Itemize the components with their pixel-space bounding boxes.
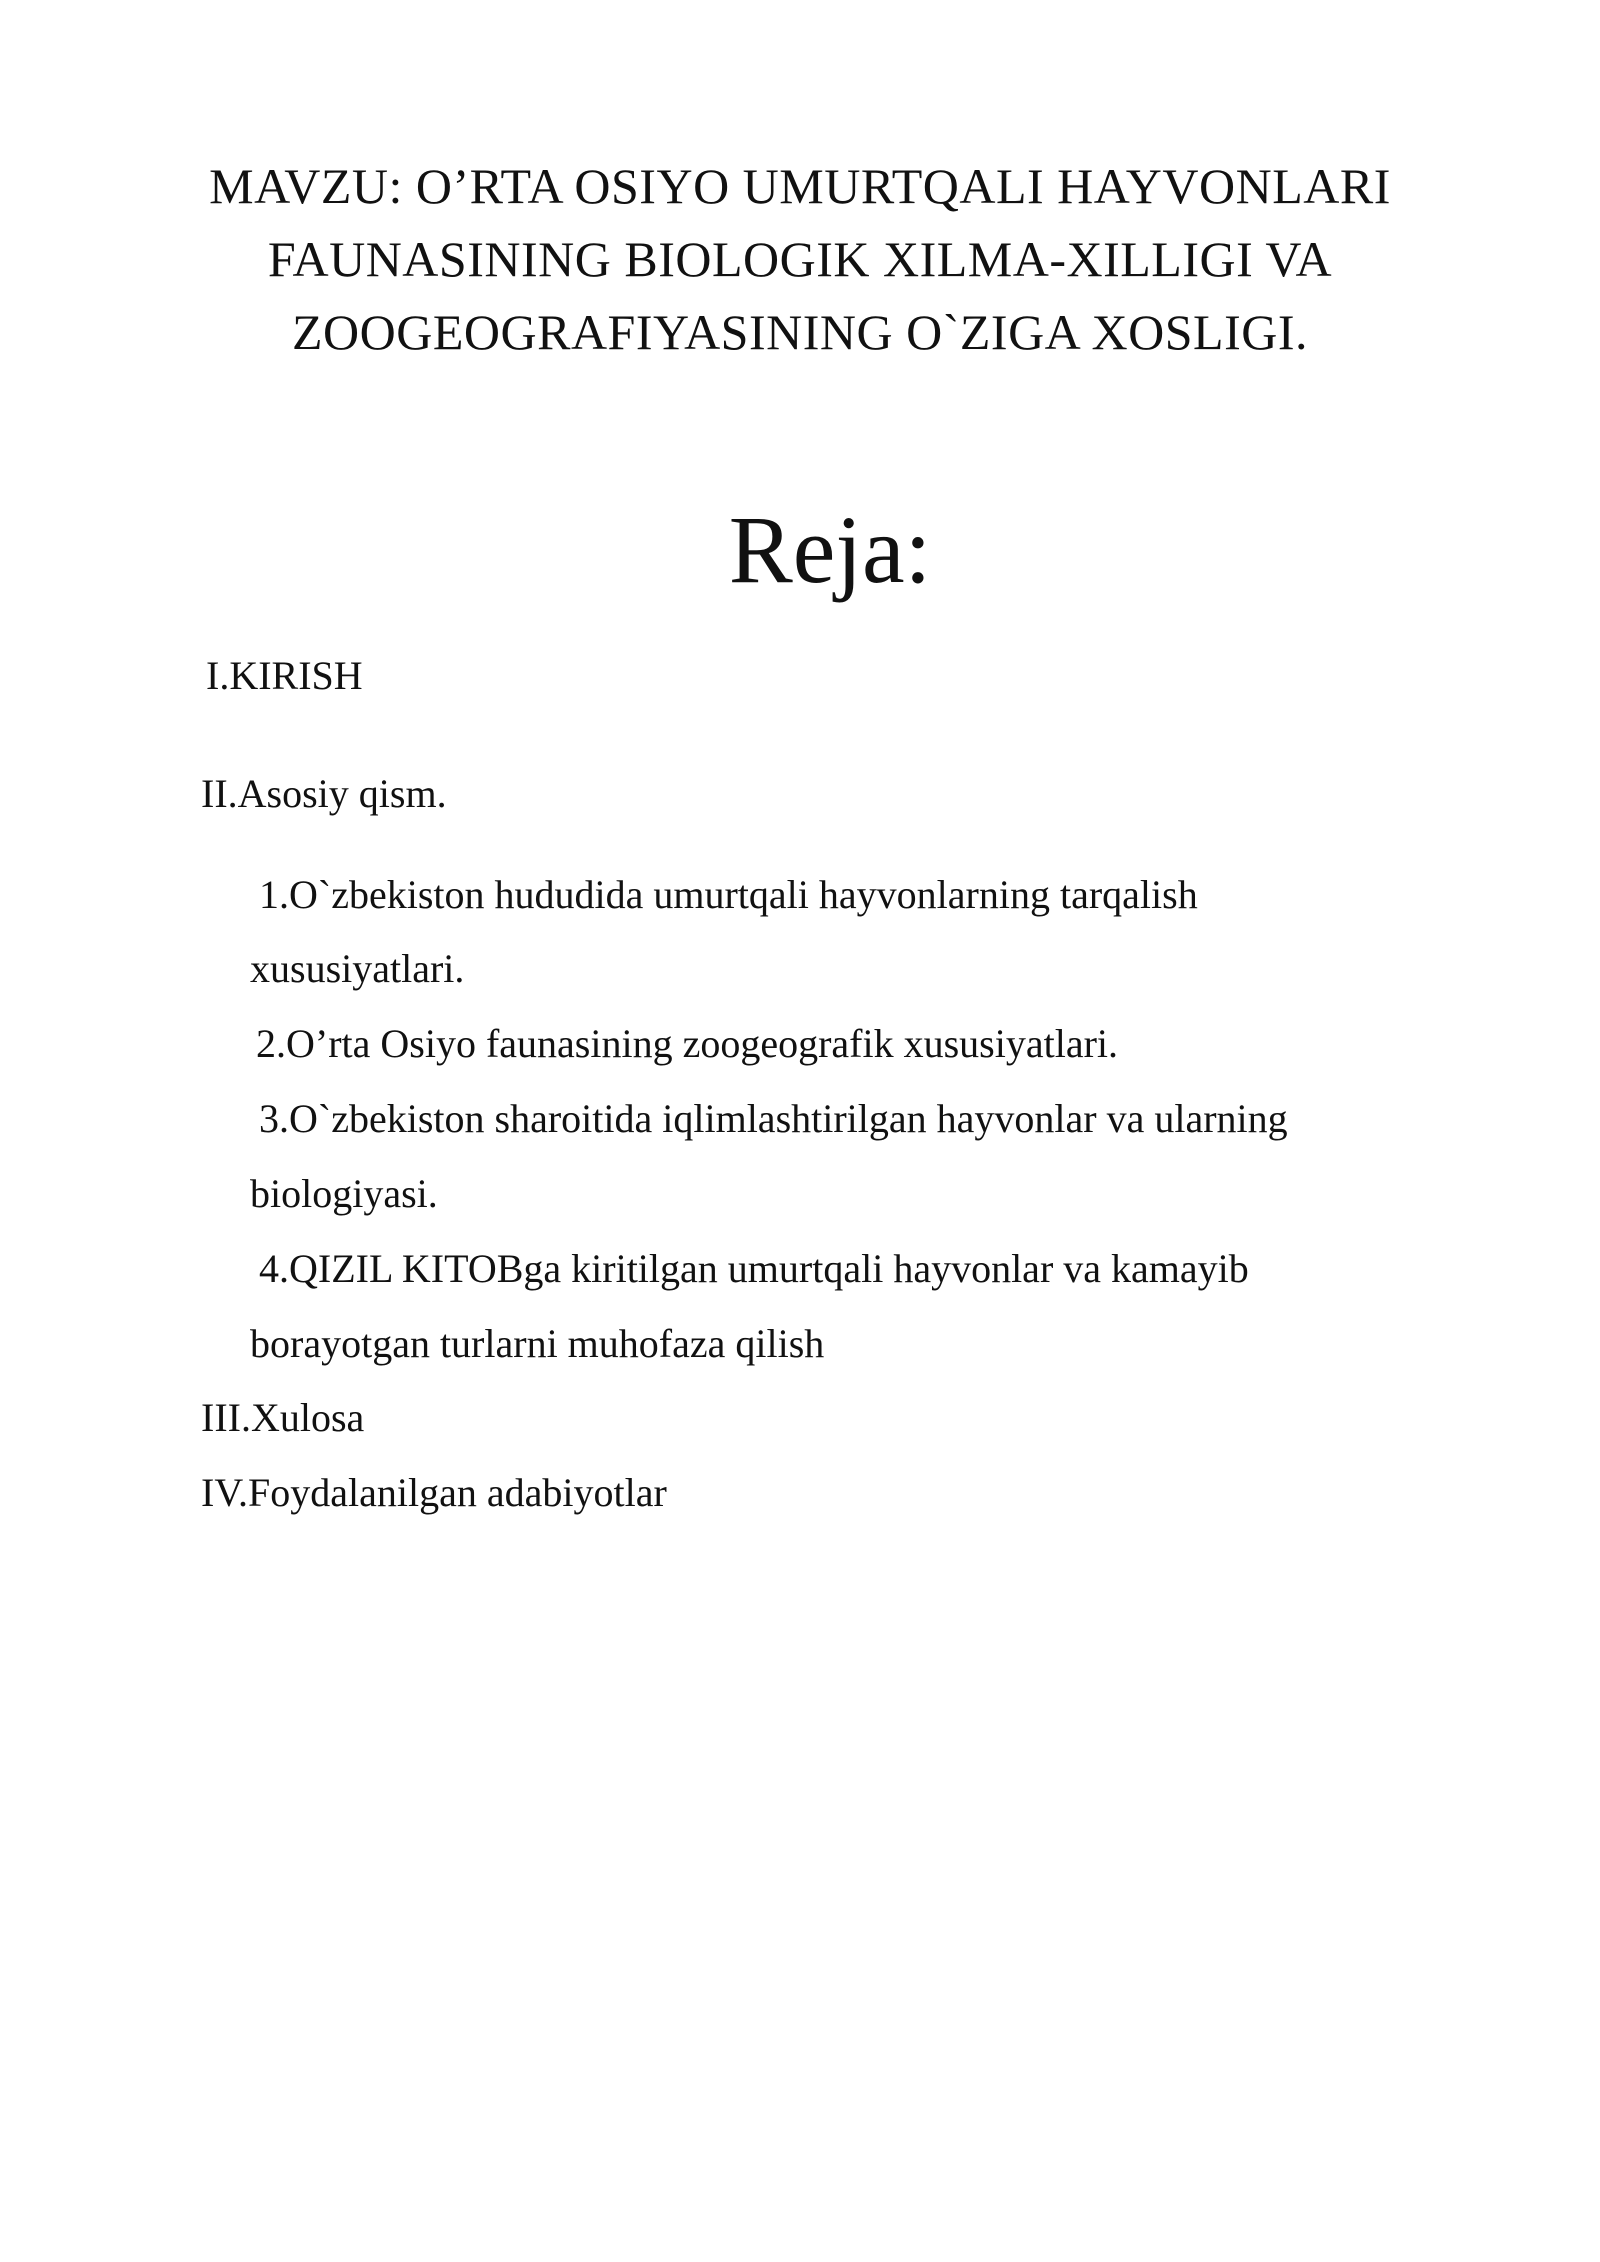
plan-subitem-4-line-1: 4.QIZIL KITOBga kiritilgan umurtqali hayvonlar va kamayib bbox=[259, 1246, 1249, 1291]
plan-subitem-4-line-2: borayotgan turlarni muhofaza qilish bbox=[250, 1321, 825, 1366]
plan-item-main-part: II.Asosiy qism. bbox=[201, 771, 447, 816]
title-line-3: ZOOGEOGRAFIYASINING O`ZIGA XOSLIGI. bbox=[291, 304, 1309, 360]
plan-subitem-3-line-2: biologiyasi. bbox=[250, 1171, 438, 1216]
document-title bbox=[120, 150, 1480, 369]
plan-heading: Reja: bbox=[728, 496, 932, 603]
plan-subitem-1-line-2: xususiyatlari. bbox=[250, 946, 465, 991]
title-line-1: MAVZU: O’RTA OSIYO UMURTQALI HAYVONLARI bbox=[209, 158, 1391, 214]
plan-subitem-1-line-1: 1.O`zbekiston hududida umurtqali hayvonlarning tarqalish bbox=[259, 872, 1198, 917]
plan-item-references: IV.Foydalanilgan adabiyotlar bbox=[201, 1470, 667, 1515]
plan-item-intro: I.KIRISH bbox=[206, 653, 363, 698]
plan-subitem-2-line-1: 2.O’rta Osiyo faunasining zoogeografik xususiyatlari. bbox=[256, 1021, 1119, 1066]
title-line-2: FAUNASINING BIOLOGIK XILMA-XILLIGI VA bbox=[267, 231, 1333, 287]
plan-item-conclusion: III.Xulosa bbox=[201, 1395, 365, 1440]
plan-subitem-3-line-1: 3.O`zbekiston sharoitida iqlimlashtirilgan hayvonlar va ularning bbox=[259, 1096, 1288, 1141]
